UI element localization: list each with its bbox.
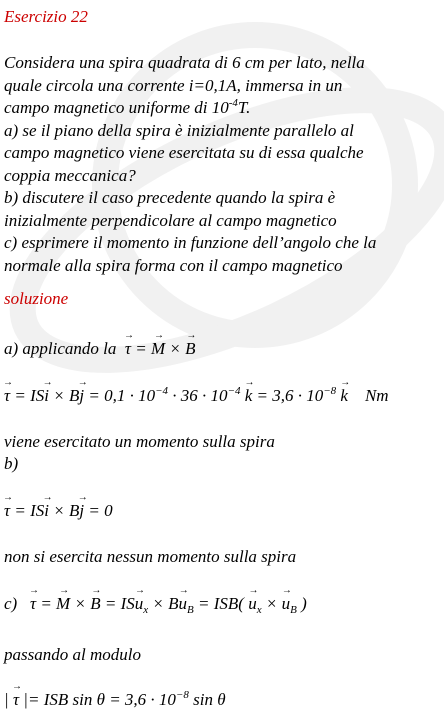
problem-line: b) discutere il caso precedente quando la spira è: [4, 188, 336, 207]
problem-line: c) esprimere il momento in funzione dell’angolo che la: [4, 233, 377, 252]
problem-line: quale circola una corrente i=0,1A, immersa in un: [4, 75, 343, 95]
problem-line: campo magnetico uniforme di $10^{-4}T$.: [4, 97, 251, 117]
problem-line: inizialmente perpendicolare al campo magnetico: [4, 210, 337, 230]
problem-line: a) se il piano della spira è inizialmente parallelo al: [4, 120, 354, 140]
part-b-equation: → τ = IS→ i × B→ j = 0: [4, 501, 113, 521]
part-a-conclusion: viene esercitato un momento sulla spira: [4, 432, 275, 451]
problem-line: coppia meccanica?: [4, 165, 136, 185]
exercise-title: Esercizio 22: [4, 7, 88, 26]
solution-heading: soluzione: [4, 289, 69, 308]
problem-line: Considera una spira quadrata di 6 cm per lato, nella: [4, 53, 365, 72]
part-c-final-equation: | → τ |= ISB $\sin \theta = 3,6 \cdot 10^{-8}$ sin θ: [4, 690, 226, 710]
problem-line: campo magnetico viene esercitata su di essa qualche: [4, 143, 364, 162]
problem-line: normale alla spira forma con il campo magnetico: [4, 255, 343, 275]
problem-statement: [4, 52, 440, 277]
part-b-conclusion: non si esercita nessun momento sulla spira: [4, 547, 297, 566]
part-b-label: b): [4, 454, 19, 473]
part-c-modulus-intro: passando al modulo: [4, 645, 141, 664]
part-a-equation: → $\tau = IS\to i \times B\to j = 0,1 \cdot 10^{-4} \cdot 36 \cdot 10^{-4} \to k = 3,6 \cdot 10^{-8} \to k$ Nm: [4, 386, 389, 406]
part-a-intro: a) applicando la → τ = → M × → B: [4, 339, 196, 359]
part-c-equation: c) → τ = → M × → $B = IS\to u_x \times B\to u_B = ISB( \to u_x$ × → $u_B$ ): [4, 594, 307, 614]
